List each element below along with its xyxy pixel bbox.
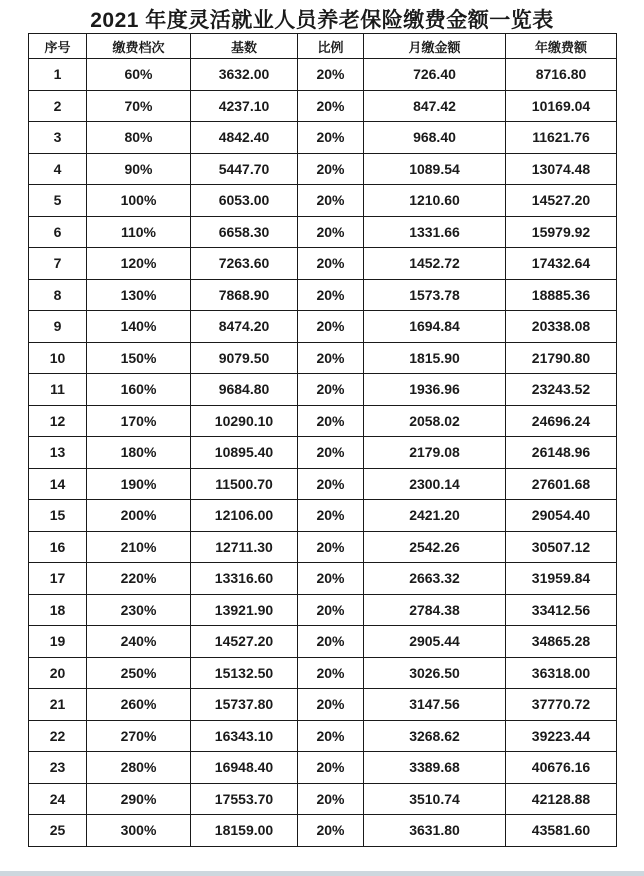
table-cell: 4 [29, 153, 87, 185]
table-cell: 9684.80 [191, 374, 298, 406]
table-cell: 14 [29, 468, 87, 500]
table-cell: 26148.96 [506, 437, 617, 469]
table-row [29, 657, 617, 689]
table-row [29, 626, 617, 658]
table-cell: 18159.00 [191, 815, 298, 847]
table-cell: 70% [87, 90, 191, 122]
table-cell: 20% [298, 185, 364, 217]
table-cell: 7263.60 [191, 248, 298, 280]
table-cell: 20% [298, 122, 364, 154]
table-row [29, 468, 617, 500]
table-cell: 37770.72 [506, 689, 617, 721]
table-cell: 10169.04 [506, 90, 617, 122]
table-cell: 1573.78 [364, 279, 506, 311]
table-cell: 20% [298, 594, 364, 626]
table-cell: 2 [29, 90, 87, 122]
table-cell: 270% [87, 720, 191, 752]
table-cell: 33412.56 [506, 594, 617, 626]
table-cell: 13 [29, 437, 87, 469]
table-cell: 3 [29, 122, 87, 154]
table-cell: 6053.00 [191, 185, 298, 217]
table-cell: 190% [87, 468, 191, 500]
table-cell: 39223.44 [506, 720, 617, 752]
table-row [29, 689, 617, 721]
table-cell: 20% [298, 279, 364, 311]
table-cell: 847.42 [364, 90, 506, 122]
table-cell: 20% [298, 153, 364, 185]
table-cell: 210% [87, 531, 191, 563]
table-row [29, 783, 617, 815]
table-row [29, 752, 617, 784]
table-cell: 290% [87, 783, 191, 815]
table-cell: 34865.28 [506, 626, 617, 658]
table-cell: 60% [87, 59, 191, 91]
table-cell: 230% [87, 594, 191, 626]
column-header: 序号 [29, 34, 87, 59]
table-cell: 11 [29, 374, 87, 406]
table-cell: 250% [87, 657, 191, 689]
table-cell: 20% [298, 342, 364, 374]
page-title: 2021 年度灵活就业人员养老保险缴费金额一览表 [90, 9, 554, 32]
table-cell: 20% [298, 437, 364, 469]
table-cell: 21 [29, 689, 87, 721]
table-cell: 20% [298, 90, 364, 122]
table-cell: 2663.32 [364, 563, 506, 595]
table-cell: 19 [29, 626, 87, 658]
table-cell: 3510.74 [364, 783, 506, 815]
table-row [29, 185, 617, 217]
column-header: 缴费档次 [87, 34, 191, 59]
table-row [29, 594, 617, 626]
table-cell: 40676.16 [506, 752, 617, 784]
table-cell: 20% [298, 468, 364, 500]
table-cell: 23243.52 [506, 374, 617, 406]
table-cell: 20% [298, 216, 364, 248]
table-cell: 12711.30 [191, 531, 298, 563]
table-cell: 150% [87, 342, 191, 374]
table-header [29, 34, 617, 59]
table-cell: 13316.60 [191, 563, 298, 595]
table-cell: 7 [29, 248, 87, 280]
table-cell: 20% [298, 657, 364, 689]
column-header: 基数 [191, 34, 298, 59]
table-cell: 17553.70 [191, 783, 298, 815]
table-cell: 20% [298, 752, 364, 784]
table-cell: 31959.84 [506, 563, 617, 595]
table-cell: 726.40 [364, 59, 506, 91]
table-cell: 3147.56 [364, 689, 506, 721]
table-cell: 13921.90 [191, 594, 298, 626]
table-cell: 20% [298, 720, 364, 752]
table-cell: 140% [87, 311, 191, 343]
table-cell: 30507.12 [506, 531, 617, 563]
table-cell: 12106.00 [191, 500, 298, 532]
table-cell: 170% [87, 405, 191, 437]
table-cell: 200% [87, 500, 191, 532]
table-cell: 1 [29, 59, 87, 91]
table-row [29, 563, 617, 595]
table-cell: 15737.80 [191, 689, 298, 721]
table-cell: 6 [29, 216, 87, 248]
table-cell: 80% [87, 122, 191, 154]
table-cell: 8716.80 [506, 59, 617, 91]
table-cell: 90% [87, 153, 191, 185]
table-cell: 11500.70 [191, 468, 298, 500]
table-cell: 1815.90 [364, 342, 506, 374]
table-cell: 20338.08 [506, 311, 617, 343]
table-cell: 20% [298, 405, 364, 437]
table-cell: 20% [298, 563, 364, 595]
table-cell: 4842.40 [191, 122, 298, 154]
table-cell: 9 [29, 311, 87, 343]
table-cell: 300% [87, 815, 191, 847]
table-cell: 22 [29, 720, 87, 752]
table-row [29, 59, 617, 91]
table-cell: 1694.84 [364, 311, 506, 343]
table-cell: 5447.70 [191, 153, 298, 185]
table-cell: 14527.20 [506, 185, 617, 217]
table-cell: 1089.54 [364, 153, 506, 185]
table-cell: 120% [87, 248, 191, 280]
table-cell: 36318.00 [506, 657, 617, 689]
table-cell: 11621.76 [506, 122, 617, 154]
table-cell: 2058.02 [364, 405, 506, 437]
table-cell: 10 [29, 342, 87, 374]
column-header: 比例 [298, 34, 364, 59]
table-cell: 9079.50 [191, 342, 298, 374]
table-cell: 21790.80 [506, 342, 617, 374]
table-cell: 7868.90 [191, 279, 298, 311]
table-cell: 110% [87, 216, 191, 248]
table-cell: 18885.36 [506, 279, 617, 311]
table-cell: 180% [87, 437, 191, 469]
table-cell: 25 [29, 815, 87, 847]
table-row [29, 122, 617, 154]
table-cell: 2421.20 [364, 500, 506, 532]
table-row [29, 90, 617, 122]
table-cell: 20% [298, 500, 364, 532]
table-cell: 1331.66 [364, 216, 506, 248]
table-cell: 15132.50 [191, 657, 298, 689]
payment-table [28, 33, 617, 847]
table-row [29, 342, 617, 374]
table-cell: 2300.14 [364, 468, 506, 500]
table-cell: 2784.38 [364, 594, 506, 626]
table-cell: 13074.48 [506, 153, 617, 185]
table-cell: 4237.10 [191, 90, 298, 122]
table-cell: 20% [298, 59, 364, 91]
table-cell: 20% [298, 815, 364, 847]
table-cell: 27601.68 [506, 468, 617, 500]
table-cell: 2179.08 [364, 437, 506, 469]
table-cell: 15979.92 [506, 216, 617, 248]
table-cell: 29054.40 [506, 500, 617, 532]
table-cell: 42128.88 [506, 783, 617, 815]
table-cell: 1936.96 [364, 374, 506, 406]
table-body [29, 59, 617, 847]
table-cell: 3632.00 [191, 59, 298, 91]
table-cell: 20% [298, 374, 364, 406]
table-cell: 3389.68 [364, 752, 506, 784]
table-cell: 260% [87, 689, 191, 721]
table-cell: 220% [87, 563, 191, 595]
table-cell: 8474.20 [191, 311, 298, 343]
table-cell: 1210.60 [364, 185, 506, 217]
table-cell: 18 [29, 594, 87, 626]
table-cell: 20% [298, 626, 364, 658]
column-header: 年缴费额 [506, 34, 617, 59]
table-cell: 10895.40 [191, 437, 298, 469]
table-cell: 20% [298, 689, 364, 721]
table-header-row [29, 34, 617, 59]
table-row [29, 815, 617, 847]
table-row [29, 248, 617, 280]
table-row [29, 279, 617, 311]
table-cell: 240% [87, 626, 191, 658]
table-row [29, 720, 617, 752]
table-cell: 160% [87, 374, 191, 406]
table-cell: 20% [298, 311, 364, 343]
table-cell: 6658.30 [191, 216, 298, 248]
table-cell: 20% [298, 783, 364, 815]
table-row [29, 405, 617, 437]
table-cell: 3631.80 [364, 815, 506, 847]
column-header: 月缴金额 [364, 34, 506, 59]
table-cell: 3026.50 [364, 657, 506, 689]
table-cell: 17 [29, 563, 87, 595]
table-cell: 20% [298, 531, 364, 563]
table-row [29, 531, 617, 563]
table-cell: 2905.44 [364, 626, 506, 658]
table-cell: 1452.72 [364, 248, 506, 280]
table-cell: 24696.24 [506, 405, 617, 437]
table-cell: 280% [87, 752, 191, 784]
table-cell: 100% [87, 185, 191, 217]
table-cell: 10290.10 [191, 405, 298, 437]
table-cell: 968.40 [364, 122, 506, 154]
table-cell: 20% [298, 248, 364, 280]
table-cell: 20 [29, 657, 87, 689]
table-cell: 2542.26 [364, 531, 506, 563]
table-cell: 12 [29, 405, 87, 437]
page-bottom-edge [0, 871, 644, 876]
table-cell: 5 [29, 185, 87, 217]
table-cell: 16 [29, 531, 87, 563]
table-row [29, 311, 617, 343]
table-cell: 16948.40 [191, 752, 298, 784]
table-row [29, 437, 617, 469]
table-cell: 43581.60 [506, 815, 617, 847]
table-cell: 17432.64 [506, 248, 617, 280]
table-cell: 16343.10 [191, 720, 298, 752]
table-cell: 23 [29, 752, 87, 784]
table-row [29, 374, 617, 406]
table-cell: 3268.62 [364, 720, 506, 752]
table-row [29, 216, 617, 248]
table-cell: 14527.20 [191, 626, 298, 658]
table-row [29, 153, 617, 185]
table-cell: 130% [87, 279, 191, 311]
table-cell: 8 [29, 279, 87, 311]
table-row [29, 500, 617, 532]
table-cell: 24 [29, 783, 87, 815]
table-cell: 15 [29, 500, 87, 532]
